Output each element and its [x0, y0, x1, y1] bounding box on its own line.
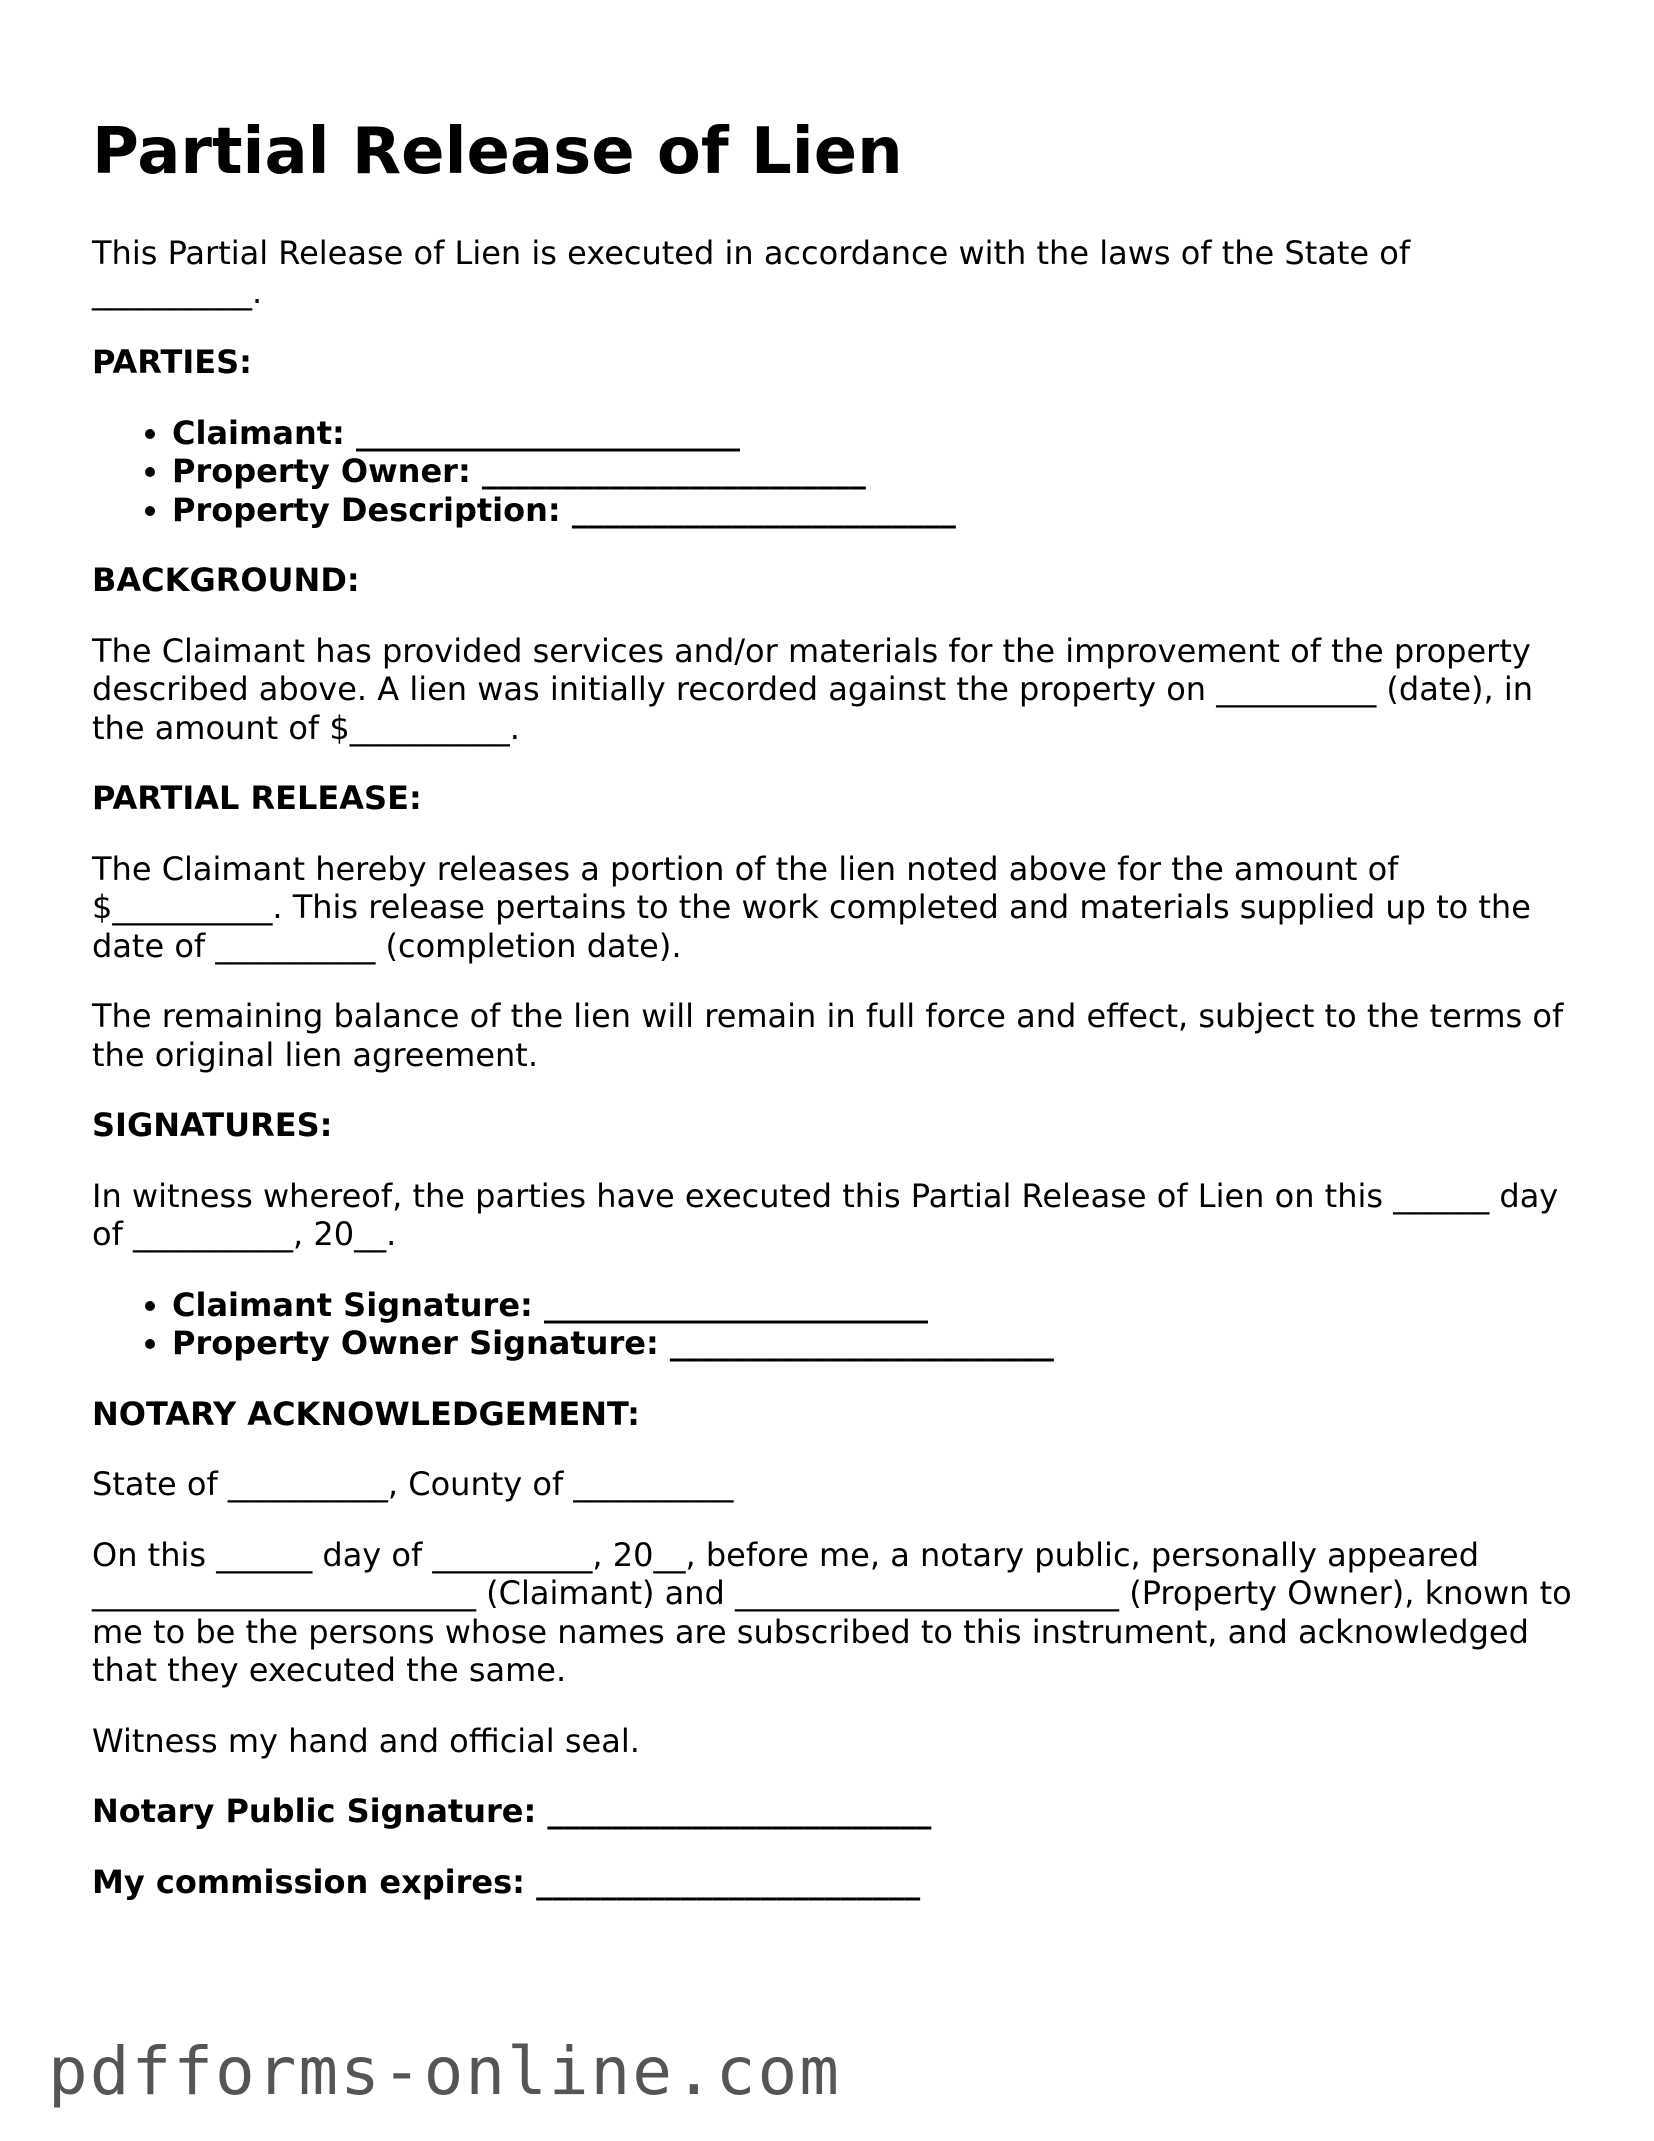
notary-paragraph: On this ______ day of __________, 20__, before me, a notary public, personally appeared ________________________ (Claimant) and ________________________ (Property Owner), known to me to be the persons whose names are subscribed to this instrument, and acknowledged that they executed the same. [92, 1535, 1572, 1689]
list-item-property-description: • Property Description: ________________________ [172, 491, 1572, 530]
notary-witness: Witness my hand and official seal. [92, 1721, 640, 1760]
list-item-claimant-signature: • Claimant Signature: ________________________ [172, 1286, 1572, 1325]
list-item-owner-signature: • Property Owner Signature: ________________________ [172, 1324, 1572, 1363]
watermark: pdfforms-online.com [48, 2033, 841, 2110]
partial-release-paragraph-1: The Claimant hereby releases a portion of the lien noted above for the amount of $__________. This release pertains to the work completed and materials supplied up to the date of __________ (completion date). [92, 849, 1531, 965]
signatures-paragraph: In witness whereof, the parties have executed this Partial Release of Lien on this ______ day of __________, 20__. [92, 1176, 1559, 1253]
notary-signature-line: Notary Public Signature: ________________________ [92, 1792, 932, 1830]
intro-paragraph [92, 234, 1572, 311]
document-title: Partial Release of Lien [92, 115, 903, 189]
notary-state-county: State of __________, County of __________ [92, 1465, 734, 1503]
intro-state-blank: __________. [92, 272, 263, 311]
background-paragraph: The Claimant has provided services and/or materials for the improvement of the property described above. A lien was initially recorded against the property on __________ (date), in the amount of $__________. [92, 631, 1534, 747]
parties-heading: PARTIES: [92, 343, 252, 381]
list-item-claimant: • Claimant: ________________________ [172, 414, 1572, 453]
commission-expires-line: My commission expires: ________________________ [92, 1862, 921, 1901]
list-item-property-owner: • Property Owner: ________________________ [172, 452, 1572, 491]
signatures-list [92, 1286, 1572, 1363]
background-heading: BACKGROUND: [92, 561, 360, 599]
signatures-heading: SIGNATURES: [92, 1106, 333, 1144]
notary-heading: NOTARY ACKNOWLEDGEMENT: [92, 1394, 640, 1433]
parties-list [92, 414, 1572, 530]
partial-release-heading: PARTIAL RELEASE: [92, 779, 422, 817]
intro-line-1: This Partial Release of Lien is executed in accordance with the laws of the State of [92, 234, 1411, 272]
partial-release-paragraph-2: The remaining balance of the lien will remain in full force and effect, subject to the terms of the original lien agreement. [92, 997, 1564, 1074]
document-body [92, 234, 1572, 1933]
